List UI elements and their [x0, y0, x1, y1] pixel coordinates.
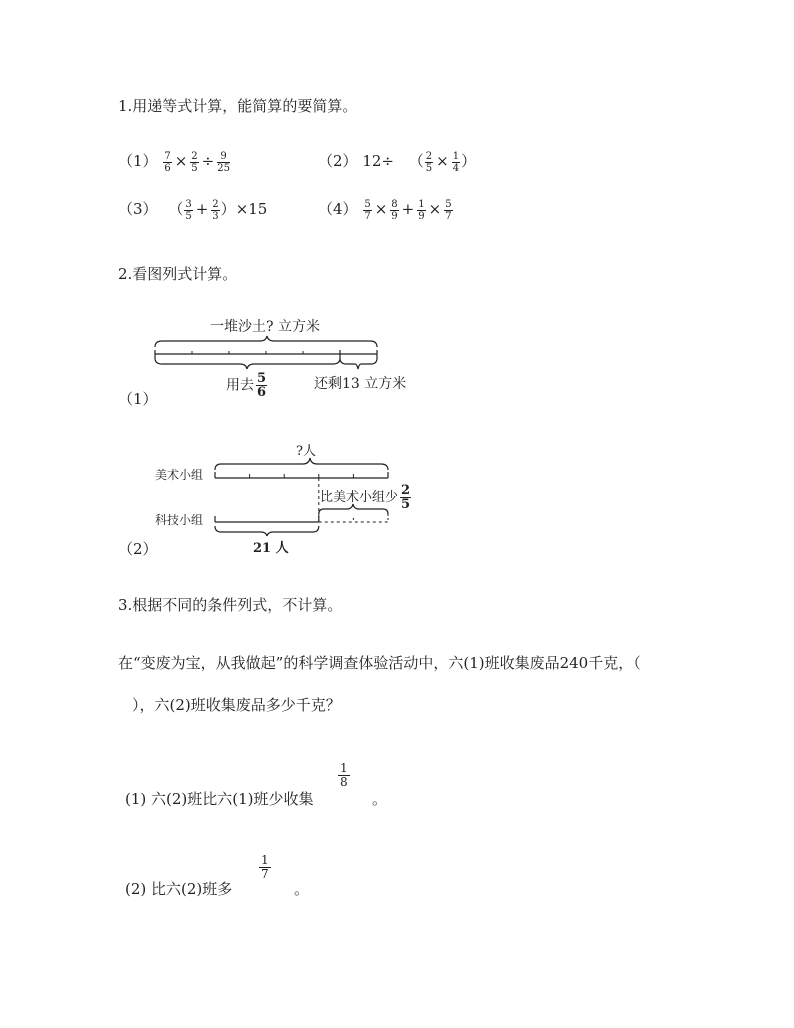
numerator: 2	[212, 198, 219, 210]
diagram2-row1-label: 美术小组	[155, 468, 204, 482]
close-paren: ）	[461, 152, 477, 170]
operator: ÷	[201, 152, 215, 170]
denominator: 25	[217, 162, 230, 174]
numerator: 5	[364, 198, 371, 210]
section3-paragraph-line2: ），六(2)班收集废品多少千克？	[132, 696, 341, 714]
diagram2-row2-label: 科技小组	[155, 513, 204, 527]
condition-2-fraction	[259, 854, 271, 881]
operator: ×	[436, 152, 449, 170]
diagram2-label: （2）	[118, 540, 158, 558]
fraction	[363, 199, 371, 222]
condition-2-end: 。	[294, 880, 310, 898]
condition-1-end: 。	[372, 790, 388, 808]
denominator: 7	[261, 867, 269, 881]
denominator: 6	[164, 162, 171, 174]
diagram2-bottom-text: 21 人	[253, 541, 289, 556]
close-paren: ）	[220, 200, 236, 218]
numerator: 1	[340, 761, 348, 775]
denominator: 5	[185, 210, 192, 222]
problem-2	[318, 150, 476, 174]
top-brace	[215, 458, 388, 470]
numerator: 1	[418, 198, 425, 210]
less-fraction	[400, 484, 411, 511]
fraction	[390, 199, 398, 222]
used-brace	[155, 358, 340, 369]
diagram2-top-text: ?人	[296, 444, 316, 459]
less-text: 比美术小组少	[320, 490, 399, 505]
numerator: 1	[452, 150, 460, 162]
denominator: 6	[257, 385, 267, 400]
used-prefix: 用去	[226, 377, 254, 394]
fraction	[425, 151, 433, 174]
denominator: 7	[364, 210, 371, 222]
operator: ×	[374, 200, 388, 218]
problem-3	[118, 198, 267, 222]
top-brace	[155, 336, 377, 347]
fraction	[190, 151, 198, 174]
diagram2-less	[320, 484, 413, 511]
fraction	[217, 151, 230, 174]
fraction	[417, 199, 425, 222]
used-fraction	[256, 372, 267, 399]
denominator: 7	[445, 210, 452, 222]
numerator: 5	[257, 371, 267, 386]
fraction	[444, 199, 452, 222]
fraction	[211, 199, 219, 222]
denominator: 8	[340, 775, 348, 789]
lead-term: 12÷	[362, 152, 394, 170]
open-paren: （	[408, 152, 424, 170]
diagram1-top-text: 一堆沙土? 立方米	[210, 319, 320, 335]
condition-2: (2) 比六(2)班多	[125, 880, 233, 898]
operator: +	[401, 200, 415, 218]
diagram1-label: （1）	[118, 390, 158, 408]
condition-1: (1) 六(2)班比六(1)班少收集	[125, 790, 314, 808]
problem-label: （3）	[118, 200, 158, 218]
operator: +	[195, 200, 209, 218]
fraction	[452, 151, 460, 174]
denominator: 5	[425, 162, 433, 174]
section1-title: 1.用递等式计算，能简算的要简算。	[118, 97, 358, 115]
condition-1-fraction	[338, 762, 350, 789]
numerator: 3	[185, 198, 192, 210]
open-paren: （	[168, 200, 184, 218]
problem-label: （4）	[318, 200, 358, 218]
denominator: 4	[452, 162, 460, 174]
numerator: 2	[425, 150, 433, 162]
denominator: 5	[401, 497, 411, 512]
denominator: 3	[212, 210, 219, 222]
section3-paragraph-line1: 在“变废为宝，从我做起”的科学调查体验活动中，六(1)班收集废品240千克，（	[118, 654, 641, 672]
numerator: 9	[217, 151, 230, 163]
section2-title: 2.看图列式计算。	[118, 265, 238, 283]
sand-line-diagram	[150, 335, 390, 375]
denominator: 5	[191, 162, 198, 174]
operator: ×	[174, 152, 188, 170]
section3-title: 3.根据不同的条件列式，不计算。	[118, 596, 343, 614]
numerator: 1	[261, 853, 269, 867]
problem-1	[118, 150, 231, 174]
problem-4	[318, 198, 454, 222]
numerator: 7	[164, 150, 171, 162]
tail-term: ×15	[235, 200, 268, 218]
denominator: 9	[391, 210, 398, 222]
diagram1-used	[226, 372, 269, 399]
remain-brace	[340, 358, 377, 369]
bottom-brace	[215, 526, 319, 536]
denominator: 9	[418, 210, 425, 222]
numerator: 2	[401, 483, 411, 498]
numerator: 5	[445, 198, 452, 210]
numerator: 8	[391, 198, 398, 210]
problem-label: （2）	[318, 152, 358, 170]
fraction	[163, 151, 171, 174]
problem-label: （1）	[118, 152, 158, 170]
fraction	[184, 199, 192, 222]
operator: ×	[428, 200, 442, 218]
diagram1-remain-text: 还剩13 立方米	[314, 376, 407, 392]
numerator: 2	[191, 150, 198, 162]
